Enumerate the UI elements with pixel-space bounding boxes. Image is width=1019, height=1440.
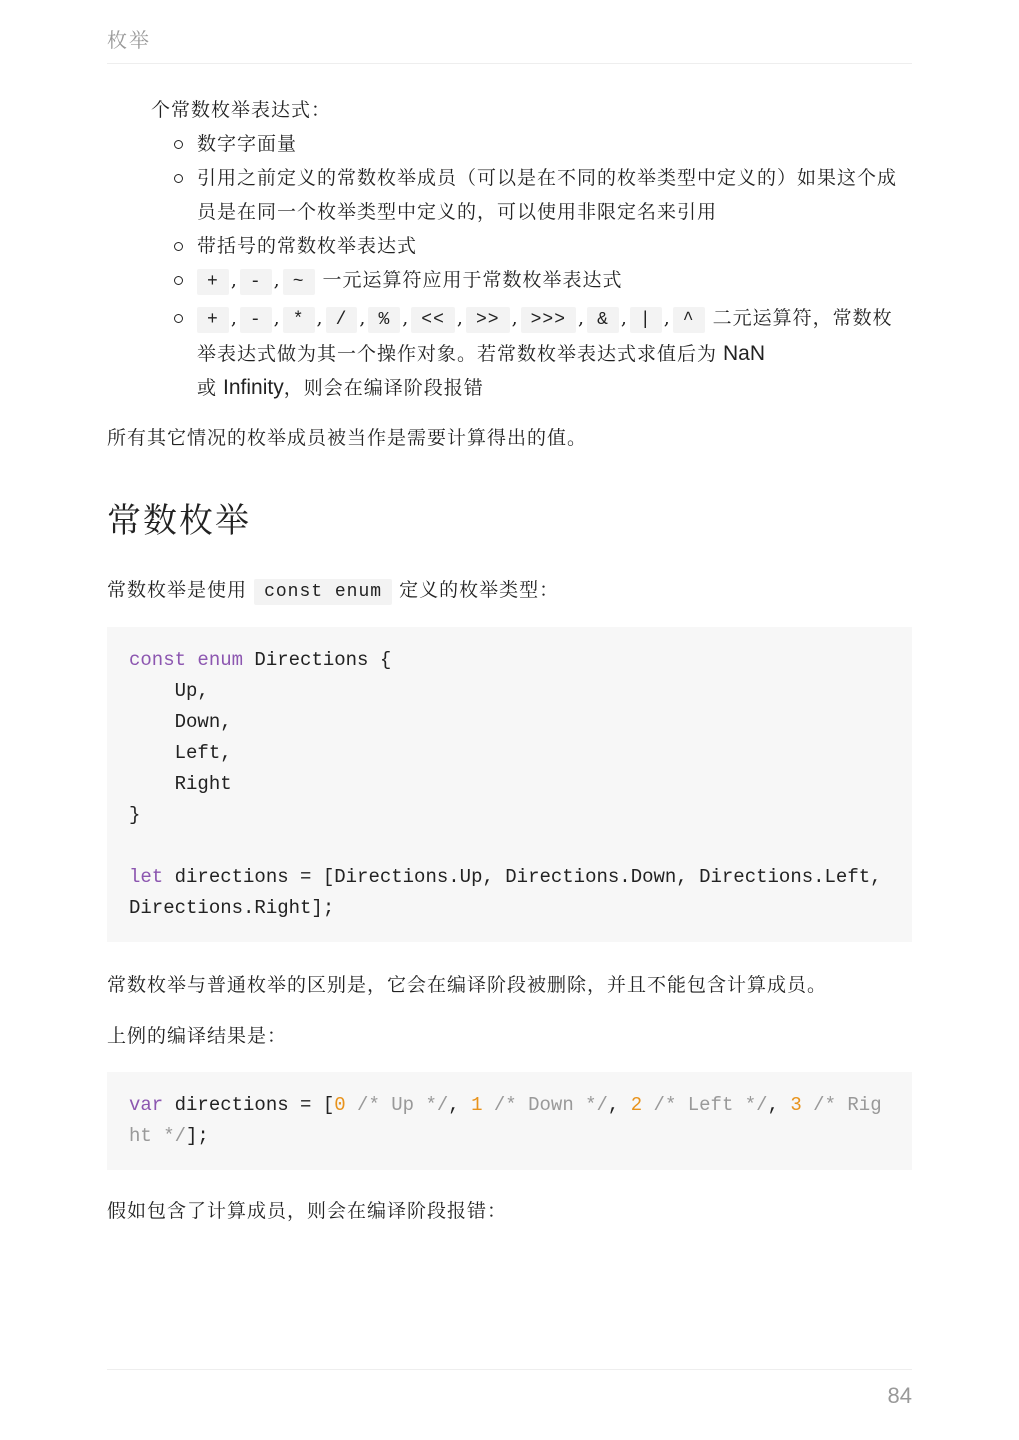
list-item: 数字字面量 xyxy=(197,127,912,161)
operator-code: + xyxy=(197,307,229,333)
operator-code: >>> xyxy=(521,307,576,333)
list-item: + , - , * , / , % , << , >> , >>> , & , | , ^ 二元运算符，常数枚举表达式做为其一个操作对象。若常数枚举表达式求值后为 NaN 或 Infinity，则会在编译阶段报错 xyxy=(197,301,912,405)
operator-code: / xyxy=(326,307,358,333)
page-content xyxy=(107,93,912,1228)
inline-code: const enum xyxy=(254,579,392,605)
list-item: + , - , ~ 一元运算符应用于常数枚举表达式 xyxy=(197,263,912,299)
paragraph-error: 假如包含了计算成员，则会在编译阶段报错： xyxy=(107,1200,508,1222)
header-divider xyxy=(107,63,912,64)
operator-code: ^ xyxy=(673,307,705,333)
paragraph-other-cases: 所有其它情况的枚举成员被当作是需要计算得出的值。 xyxy=(107,427,588,449)
operator-code: << xyxy=(411,307,455,333)
list-item: 引用之前定义的常数枚举成员（可以是在不同的枚举类型中定义的）如果这个成员是在同一个枚举类型中定义的，可以使用非限定名来引用 xyxy=(197,161,912,229)
list-lead-text: 个常数枚举表达式： xyxy=(151,99,332,121)
list-item: 带括号的常数枚举表达式 xyxy=(197,229,912,263)
operand-list xyxy=(107,127,912,405)
running-header: 枚举 xyxy=(107,28,151,52)
footer-divider xyxy=(107,1369,912,1370)
operator-code: & xyxy=(587,307,619,333)
const-enum-intro: 常数枚举是使用 const enum 定义的枚举类型： xyxy=(107,573,912,609)
operator-code: % xyxy=(368,307,400,333)
paragraph-difference: 常数枚举与普通枚举的区别是，它会在编译阶段被删除，并且不能包含计算成员。 xyxy=(107,974,828,996)
section-heading: 常数枚举 xyxy=(107,501,251,541)
page-number: 84 xyxy=(887,1383,912,1408)
operator-code: | xyxy=(630,307,662,333)
operator-code: * xyxy=(283,307,315,333)
operator-code: + xyxy=(197,269,229,295)
operator-code: >> xyxy=(466,307,510,333)
paragraph-compile-result: 上例的编译结果是： xyxy=(107,1025,288,1047)
operator-code: - xyxy=(240,307,272,333)
operator-code: - xyxy=(240,269,272,295)
code-block-compiled: var directions = [0 /* Up */, 1 /* Down */, 2 /* Left */, 3 /* Right */]; xyxy=(107,1072,912,1170)
code-block-const-enum: const enum Directions { Up, Down, Left, Right } let directions = [Directions.Up, Directions.Down, Directions.Left, Directions.Right]; xyxy=(107,627,912,942)
operator-code: ~ xyxy=(283,269,315,295)
